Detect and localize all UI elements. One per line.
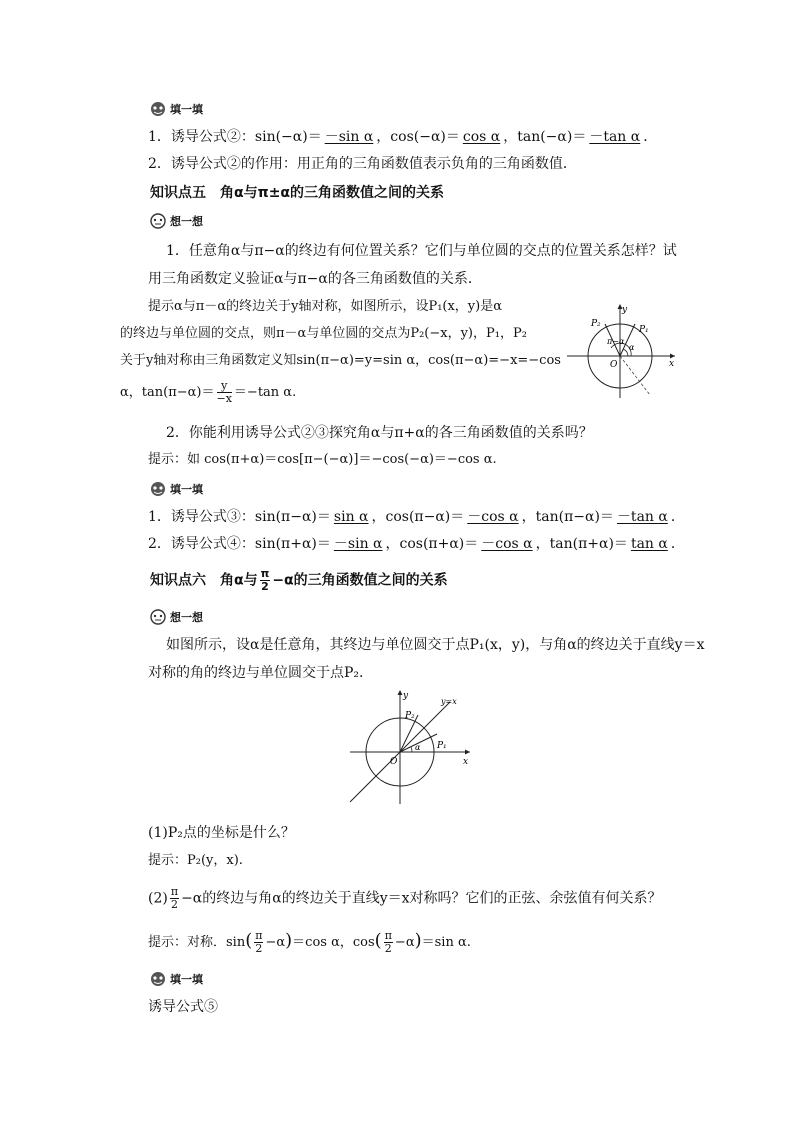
think-tag-1: 想一想 [148, 212, 203, 231]
label-origin: O [390, 757, 398, 767]
label-y-equals-x: y=x [441, 697, 457, 706]
question-1-line-a: 1．任意角α与π−α的终边有何位置关系？它们与单位圆的交点的位置关系怎样？试 [166, 243, 677, 259]
fraction-pi-over-2: $\frac{\pi}{2}$ [255, 929, 263, 955]
hint-1-line-d: α，tan(π−α)＝ $\frac{y}{-x}$ ＝−tan α. [120, 379, 297, 405]
formula-2-usage: 2．诱导公式②的作用：用正角的三角函数值表示负角的三角函数值． [148, 156, 577, 172]
label-p1: P₁ [437, 741, 447, 751]
question-2: 2．你能利用诱导公式②③探究角α与π+α的各三角函数值的关系吗？ [166, 425, 593, 441]
angle-arc-alpha [623, 349, 628, 356]
angle-arc-alpha [411, 747, 412, 752]
hint-1-line-b: 的终边与单位圆的交点，则π－α与单位圆的交点为P₂(−x，y)，P₁，P₂ [120, 326, 527, 341]
x-axis-arrow [465, 750, 470, 755]
fraction-pi-over-2: $\frac{\pi}{2}$ [170, 885, 179, 911]
question-1-line-b: 用三角函数定义验证α与π−α的各三角函数值的关系． [148, 271, 482, 287]
think-tag-2: 想一想 [148, 608, 203, 627]
fraction-pi-over-2: $\frac{\pi}{2}$ [384, 929, 392, 955]
label-y: y [403, 691, 409, 701]
section-6-title: 知识点六 角α与 $\frac{\pi}{2}$ −α的三角函数值之间的关系 [150, 567, 448, 593]
cartoon-face-icon [148, 971, 168, 987]
label-p1: P₁ [639, 325, 649, 335]
fraction-y-over-neg-x: $\frac{y}{-x}$ [216, 379, 232, 405]
label-alpha: α [629, 343, 635, 352]
label-x: x [463, 757, 469, 767]
unit-circle-figure-2 [345, 688, 475, 808]
x-axis-arrow [670, 354, 675, 359]
section-5-title: 知识点五 角α与π±α的三角函数值之间的关系 [150, 185, 445, 201]
question-6-2: (2) $\frac{\pi}{2}$ −α的终边与角α的终边关于直线y＝x对称吗？它们的正弦、余弦值有何关系？ [148, 885, 662, 911]
tag-fill-1: 填一填 [148, 100, 203, 119]
hint-6-2: 提示：对称．sin( $\frac{\pi}{2}$ −α)＝cos α，cos( $\frac{\pi}{2}$ −α)＝sin α. [148, 929, 471, 955]
formula-2-line: 1．诱导公式②：sin(−α)＝ －sin α ，cos(−α)＝ cos α ，tan(−α)＝ －tan α ． [148, 129, 658, 145]
formula-5-heading: 诱导公式⑤ [148, 999, 218, 1015]
hint-1-line-a: 提示α与π－α的终边关于y轴对称，如图所示，设P₁(x，y)是α [148, 299, 503, 314]
paragraph-6-line-a: 如图所示，设α是任意角，其终边与单位圆交于点P₁(x，y)，与角α的终边关于直线y＝x [166, 637, 705, 653]
thinking-face-icon [148, 609, 168, 625]
label-x: x [669, 359, 675, 369]
paragraph-6-line-b: 对称的角的终边与单位圆交于点P₂. [148, 665, 364, 681]
label-p2: P₂ [405, 711, 415, 721]
label-y: y [622, 305, 628, 315]
question-6-1: (1)P₂点的坐标是什么？ [148, 825, 295, 841]
formula-3-line: 1．诱导公式③：sin(π−α)＝ sin α ，cos(π−α)＝ －cos α ，tan(π−α)＝ －tan α ． [148, 509, 685, 525]
hint-6-1: 提示：P₂(y，x). [148, 853, 243, 868]
label-origin: O [610, 360, 618, 370]
cartoon-face-icon [148, 481, 168, 497]
tag-fill-3: 填一填 [148, 970, 203, 989]
hint-1-line-c: 关于y轴对称由三角函数定义知sin(π−α)=y=sin α，cos(π−α)=−x=−cos [120, 353, 561, 368]
label-pi-minus-alpha: π−α [607, 337, 625, 346]
cartoon-face-icon [148, 101, 168, 117]
formula-4-line: 2．诱导公式④：sin(π+α)＝ －sin α ，cos(π+α)＝ －cos α ，tan(π+α)＝ tan α ． [148, 536, 685, 552]
y-axis-arrow [398, 690, 403, 695]
thinking-face-icon [148, 213, 168, 229]
unit-circle-figure-1 [565, 300, 680, 400]
label-p2: P₂ [591, 319, 601, 329]
hint-2: 提示：如 cos(π+α)＝cos[π−(−α)]＝−cos(−α)＝−cos α. [148, 452, 497, 467]
label-alpha: α [415, 743, 421, 752]
tag-fill-2: 填一填 [148, 480, 203, 499]
fraction-pi-over-2: $\frac{\pi}{2}$ [260, 567, 270, 593]
